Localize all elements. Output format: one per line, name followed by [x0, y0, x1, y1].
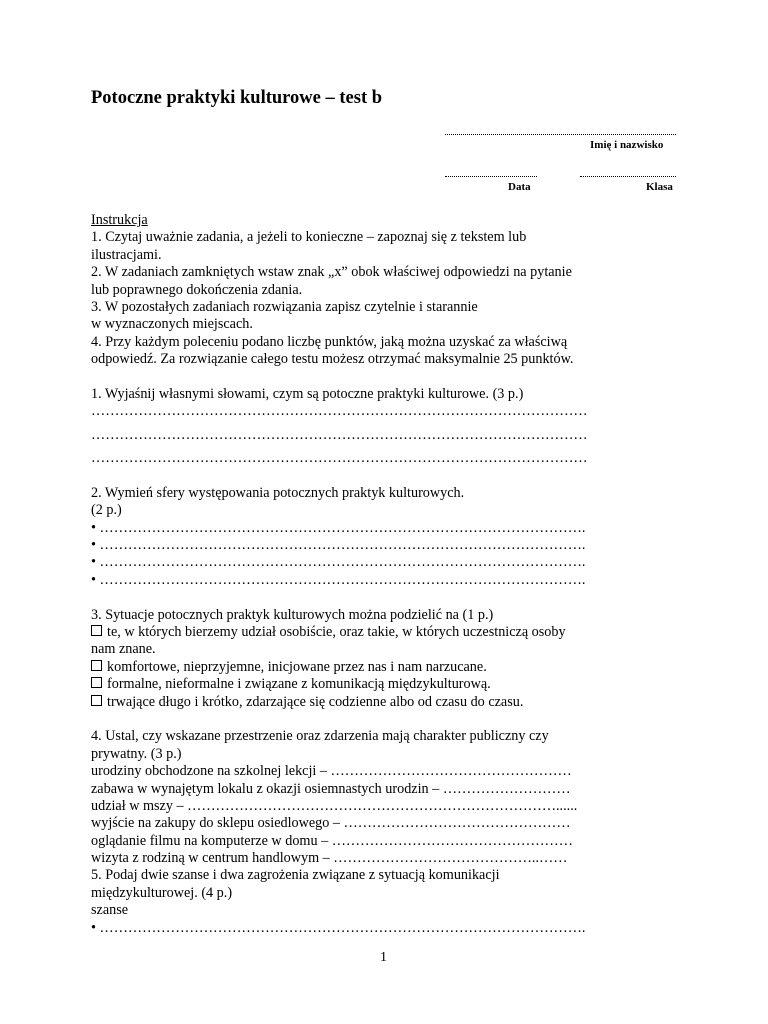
classification-item[interactable]: wizyta z rodziną w centrum handlowym – ……………………………………..……: [91, 850, 568, 867]
bullet-answer[interactable]: • ………………………………………………………………………………………….: [91, 571, 586, 588]
option-label: formalne, nieformalne i związane z komunikacją międzykulturową.: [107, 676, 491, 693]
question-2-points: (2 p.): [91, 502, 122, 519]
classification-item[interactable]: zabawa w wynajętym lokalu z okazji osiemnastych urodzin – ………………………: [91, 780, 571, 797]
instruction-line: odpowiedź. Za rozwiązanie całego testu możesz otrzymać maksymalnie 25 punktów.: [91, 351, 574, 368]
option-row: [91, 659, 631, 676]
question-5-text-cont: międzykulturowej. (4 p.): [91, 884, 233, 901]
bullet-answer[interactable]: • ………………………………………………………………………………………….: [91, 919, 586, 936]
instruction-line: lub poprawnego dokończenia zdania.: [91, 281, 303, 298]
name-fill-line: [445, 134, 676, 135]
class-fill-line: [580, 176, 676, 177]
answer-line[interactable]: ……………………………………………………………………………………………: [91, 450, 588, 467]
instruction-line: 1. Czytaj uważnie zadania, a jeżeli to konieczne – zapoznaj się z tekstem lub: [91, 229, 527, 246]
answer-line[interactable]: ……………………………………………………………………………………………: [91, 403, 588, 420]
option-row: [91, 676, 631, 693]
question-2-text: 2. Wymień sfery występowania potocznych praktyk kulturowych.: [91, 484, 465, 501]
class-label: Klasa: [646, 181, 673, 193]
page-number: 1: [380, 950, 387, 965]
classification-item[interactable]: udział w mszy – ……………………………………………………………………......: [91, 797, 578, 814]
page-title: Potoczne praktyki kulturowe – test b: [91, 88, 383, 108]
question-4-text-cont: prywatny. (3 p.): [91, 745, 182, 762]
question-5-text: 5. Podaj dwie szanse i dwa zagrożenia związane z sytuacją komunikacji: [91, 867, 500, 884]
bullet-answer[interactable]: • ………………………………………………………………………………………….: [91, 554, 586, 571]
classification-item[interactable]: wyjście na zakupy do sklepu osiedlowego – …………………………………………: [91, 815, 571, 832]
option-continuation: nam znane.: [91, 641, 156, 658]
date-label: Data: [508, 181, 531, 193]
instruction-line: 3. W pozostałych zadaniach rozwiązania zapisz czytelnie i starannie: [91, 298, 478, 315]
answer-line[interactable]: ……………………………………………………………………………………………: [91, 426, 588, 443]
checkbox[interactable]: [91, 677, 102, 688]
chances-label: szanse: [91, 902, 129, 919]
question-1-text: 1. Wyjaśnij własnymi słowami, czym są potoczne praktyki kulturowe. (3 p.): [91, 385, 524, 402]
classification-item[interactable]: oglądanie filmu na komputerze w domu – ……………………………………………: [91, 832, 573, 849]
option-row: [91, 624, 631, 641]
bullet-answer[interactable]: • ………………………………………………………………………………………….: [91, 519, 586, 536]
option-label: te, w których bierzemy udział osobiście, oraz takie, w których uczestniczą osoby: [107, 623, 566, 640]
checkbox[interactable]: [91, 695, 102, 706]
option-row: [91, 694, 631, 711]
bullet-answer[interactable]: • ………………………………………………………………………………………….: [91, 537, 586, 554]
document-body: [91, 212, 631, 937]
question-4-text: 4. Ustal, czy wskazane przestrzenie oraz zdarzenia mają charakter publiczny czy: [91, 728, 549, 745]
date-fill-line: [445, 176, 537, 177]
instructions-heading: Instrukcja: [91, 212, 148, 228]
instruction-line: 4. Przy każdym poleceniu podano liczbę punktów, jaką można uzyskać za właściwą: [91, 333, 568, 350]
checkbox[interactable]: [91, 660, 102, 671]
classification-item[interactable]: urodziny obchodzone na szkolnej lekcji – ……………………………………………: [91, 763, 572, 780]
instruction-line: ilustracjami.: [91, 246, 162, 263]
option-label: komfortowe, nieprzyjemne, inicjowane przez nas i nam narzucane.: [107, 658, 487, 675]
option-label: trwające długo i krótko, zdarzające się codzienne albo od czasu do czasu.: [107, 693, 524, 710]
question-3-text: 3. Sytuacje potocznych praktyk kulturowych można podzielić na (1 p.): [91, 606, 494, 623]
instruction-line: 2. W zadaniach zamkniętych wstaw znak „x” obok właściwej odpowiedzi na pytanie: [91, 264, 572, 281]
name-label: Imię i nazwisko: [590, 139, 664, 151]
instruction-line: w wyznaczonych miejscach.: [91, 316, 253, 333]
checkbox[interactable]: [91, 625, 102, 636]
